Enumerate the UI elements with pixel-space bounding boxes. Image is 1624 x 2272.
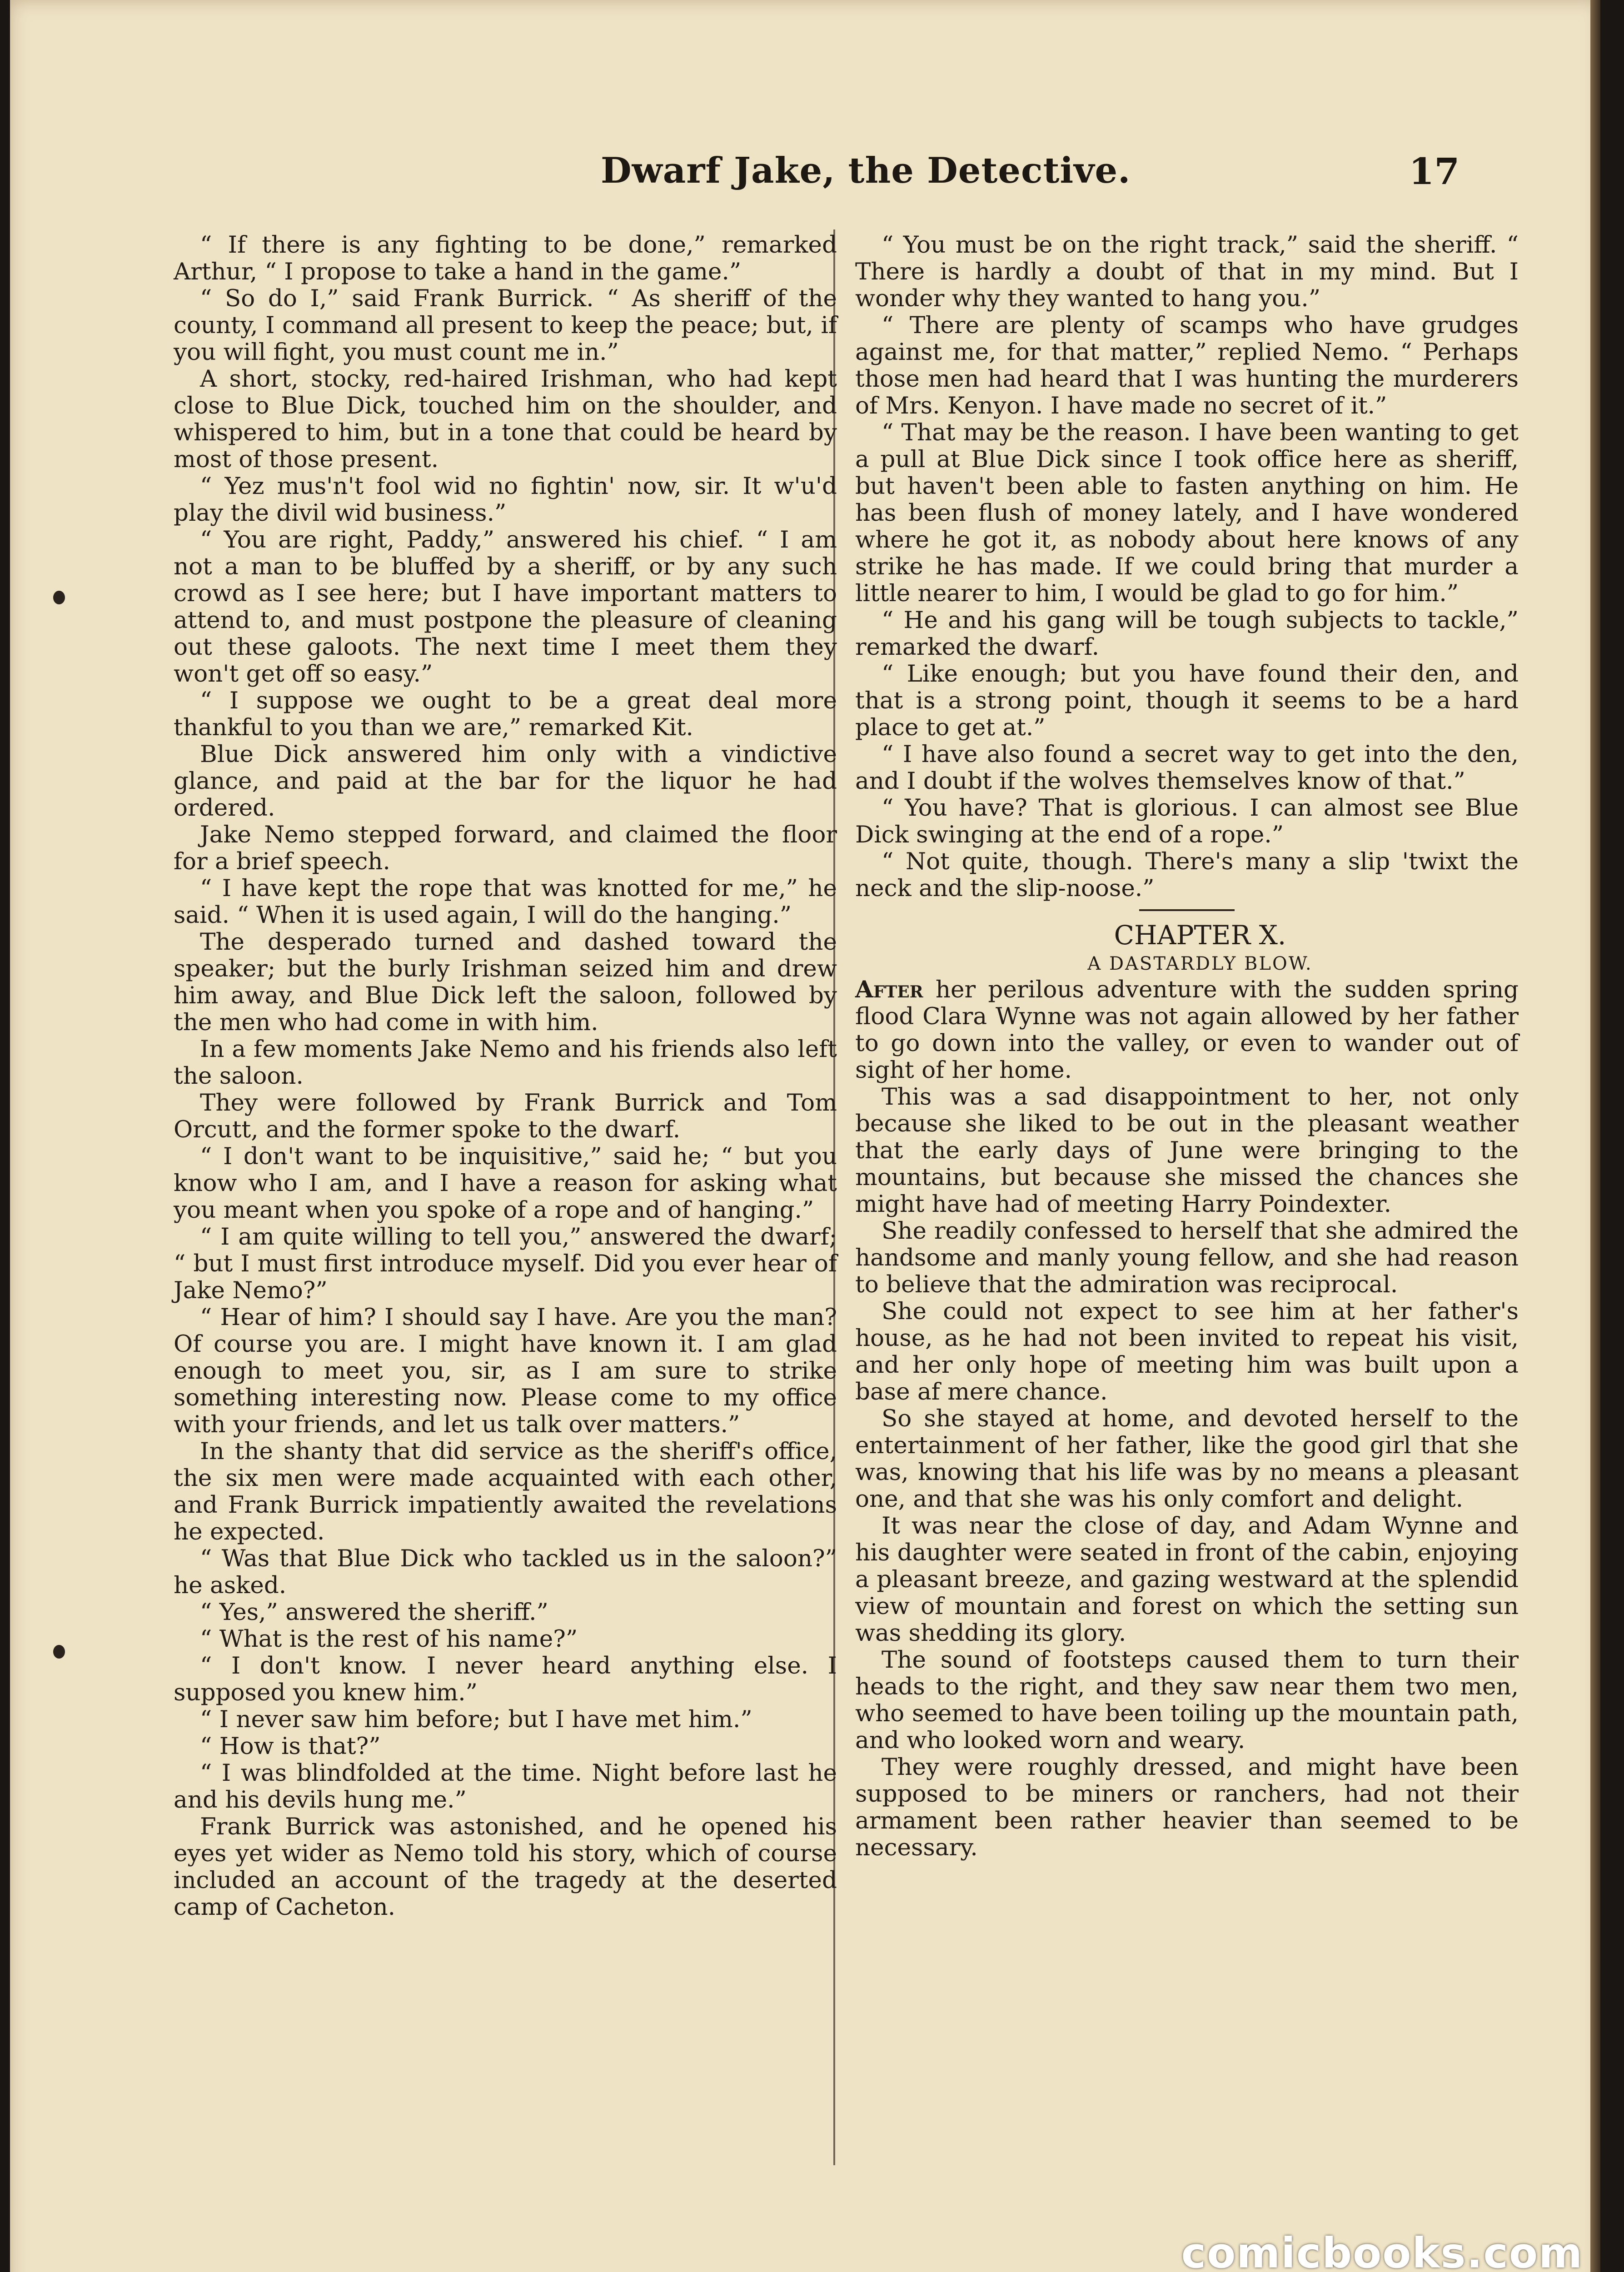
paragraph: It was near the close of day, and Adam Wynne and his daughter were seated in front of the cabin, enjoying a pleasant breeze, and gazing westward at the splendid view of mountain and forest on which the setting sun was shedding its glory. bbox=[855, 1512, 1519, 1647]
running-header bbox=[601, 150, 1460, 200]
paragraph: The sound of footsteps caused them to turn their heads to the right, and they saw near them two men, who seemed to have been toiling up the mountain path, and who looked worn and weary. bbox=[855, 1646, 1519, 1754]
paragraph: “ Hear of him? I should say I have. Are you the man? Of course you are. I might have known it. I am glad enough to meet you, sir, as I am sure to strike something interesting now. Please come to my office with your friends, and let us talk over matters.” bbox=[174, 1304, 837, 1438]
paragraph: “ You must be on the right track,” said the sheriff. “ There is hardly a doubt of that in my mind. But I wonder why they wanted to hang you.” bbox=[855, 231, 1519, 312]
paragraph: “ I have also found a secret way to get into the den, and I doubt if the wolves themselves know of that.” bbox=[855, 741, 1519, 795]
paragraph: “ There are plenty of scamps who have grudges against me, for that matter,” replied Nemo. “ Perhaps those men had heard that I was hunting the murderers of Mrs. Kenyon. I have made no secret of it.” bbox=[855, 312, 1519, 419]
chapter-title: CHAPTER X. bbox=[1114, 920, 1286, 951]
paragraph: “ If there is any fighting to be done,” remarked Arthur, “ I propose to take a hand in the game.” bbox=[174, 231, 837, 285]
paragraph: “ I suppose we ought to be a great deal more thankful to you than we are,” remarked Kit. bbox=[174, 687, 837, 741]
paragraph: “ I never saw him before; but I have met him.” bbox=[200, 1706, 752, 1733]
running-title: Dwarf Jake, the Detective. bbox=[601, 150, 1131, 191]
right-column-top-text bbox=[855, 232, 1519, 902]
paragraph: “ He and his gang will be tough subjects to tackle,” remarked the dwarf. bbox=[855, 607, 1519, 661]
paragraph: “ I have kept the rope that was knotted for me,” he said. “ When it is used again, I will do the hanging.” bbox=[174, 875, 837, 929]
paragraph: “ Yez mus'n't fool wid no fightin' now, sir. It w'u'd play the divil wid business.” bbox=[174, 473, 837, 527]
watermark-logo: comicbooks.com bbox=[1181, 2229, 1583, 2272]
paragraph: Jake Nemo stepped forward, and claimed the floor for a brief speech. bbox=[174, 821, 837, 875]
chapter-opening-paragraph bbox=[855, 977, 1519, 1084]
paragraph: “ So do I,” said Frank Burrick. “ As sheriff of the county, I command all present to keep the peace; but, if you will fight, you must count me in.” bbox=[174, 285, 837, 366]
right-column-bottom-text bbox=[855, 1084, 1519, 1861]
chapter-lead-text: her perilous adventure with the sudden spring flood Clara Wynne was not again allowed by her father to go down into the valley, or even to wander out of sight of her home. bbox=[855, 976, 1519, 1084]
left-column bbox=[174, 232, 837, 1921]
paragraph: “ Like enough; but you have found their den, and that is a strong point, though it seems to be a hard place to get at.” bbox=[855, 660, 1519, 741]
paragraph: So she stayed at home, and devoted herself to the entertainment of her father, like the good girl that she was, knowing that his life was by no means a pleasant one, and that she was his only comfort and delight. bbox=[855, 1405, 1519, 1513]
paragraph: “ I don't know. I never heard anything else. I supposed you knew him.” bbox=[174, 1652, 837, 1706]
paragraph: “ I am quite willing to tell you,” answered the dwarf; “ but I must first introduce myself. Did you ever hear of Jake Nemo?” bbox=[174, 1223, 837, 1304]
paragraph: “ You have? That is glorious. I can almost see Blue Dick swinging at the end of a rope.” bbox=[855, 794, 1519, 848]
paragraph: “ Yes,” answered the sheriff.” bbox=[200, 1599, 548, 1626]
book-page bbox=[10, 0, 1600, 2272]
paragraph: They were followed by Frank Burrick and Tom Orcutt, and the former spoke to the dwarf. bbox=[174, 1089, 837, 1143]
paragraph: “ You are right, Paddy,” answered his chief. “ I am not a man to be bluffed by a sheriff, or by any such crowd as I see here; but I have important matters to attend to, and must postpone the pleasure of cleaning out these galoots. The next time I meet them they won't get off so easy.” bbox=[174, 526, 837, 688]
paragraph: This was a sad disappointment to her, not only because she liked to be out in the pleasant weather that the early days of June were bringing to the mountains, but because she missed the chances she might have had of meeting Harry Poindexter. bbox=[855, 1083, 1519, 1218]
paragraph: Blue Dick answered him only with a vindictive glance, and paid at the bar for the liquor he had ordered. bbox=[174, 741, 837, 822]
paragraph: “ Was that Blue Dick who tackled us in the saloon?” he asked. bbox=[174, 1545, 837, 1599]
paragraph: In a few moments Jake Nemo and his friends also left the saloon. bbox=[174, 1036, 837, 1090]
paragraph: “ That may be the reason. I have been wanting to get a pull at Blue Dick since I took office here as sheriff, but haven't been able to fasten anything on him. He has been flush of money lately, and I have wondered where he got it, as nobody about here knows of any strike he has made. If we could bring that murder a little nearer to him, I would be glad to go for him.” bbox=[855, 419, 1519, 607]
paragraph: She readily confessed to herself that she admired the handsome and manly young fellow, and she had reason to believe that the admiration was reciprocal. bbox=[855, 1217, 1519, 1298]
binding-hole bbox=[53, 1645, 65, 1659]
chapter-separator-rule bbox=[1139, 909, 1235, 911]
page-number: 17 bbox=[1409, 150, 1460, 193]
chapter-subtitle: A DASTARDLY BLOW. bbox=[1087, 953, 1313, 974]
right-column bbox=[855, 232, 1519, 1861]
paragraph: They were roughly dressed, and might have been supposed to be miners or ranchers, had not their armament been rather heavier than seemed to be necessary. bbox=[855, 1754, 1519, 1861]
page-edge bbox=[1590, 0, 1600, 2272]
chapter-lead-word: After bbox=[855, 976, 923, 1003]
paragraph: “ What is the rest of his name?” bbox=[200, 1625, 578, 1653]
paragraph: She could not expect to see him at her father's house, as he had not been invited to repeat his visit, and her only hope of meeting him was built upon a base af mere chance. bbox=[855, 1298, 1519, 1405]
paragraph: “ Not quite, though. There's many a slip 'twixt the neck and the slip-noose.” bbox=[855, 848, 1519, 902]
paragraph: “ I don't want to be inquisitive,” said he; “ but you know who I am, and I have a reason for asking what you meant when you spoke of a rope and of hanging.” bbox=[174, 1143, 837, 1224]
paragraph: “ How is that?” bbox=[200, 1733, 381, 1760]
paragraph: “ I was blindfolded at the time. Night before last he and his devils hung me.” bbox=[174, 1759, 837, 1814]
paragraph: The desperado turned and dashed toward the speaker; but the burly Irishman seized him and drew him away, and Blue Dick left the saloon, followed by the men who had come in with him. bbox=[174, 928, 837, 1036]
paragraph: In the shanty that did service as the sheriff's office, the six men were made acquainted with each other, and Frank Burrick impatiently awaited the revelations he expected. bbox=[174, 1438, 837, 1545]
paragraph: A short, stocky, red-haired Irishman, who had kept close to Blue Dick, touched him on the shoulder, and whispered to him, but in a tone that could be heard by most of those present. bbox=[174, 365, 837, 473]
binding-hole bbox=[53, 591, 65, 604]
paragraph: Frank Burrick was astonished, and he opened his eyes yet wider as Nemo told his story, which of course included an account of the tragedy at the deserted camp of Cacheton. bbox=[174, 1813, 837, 1921]
